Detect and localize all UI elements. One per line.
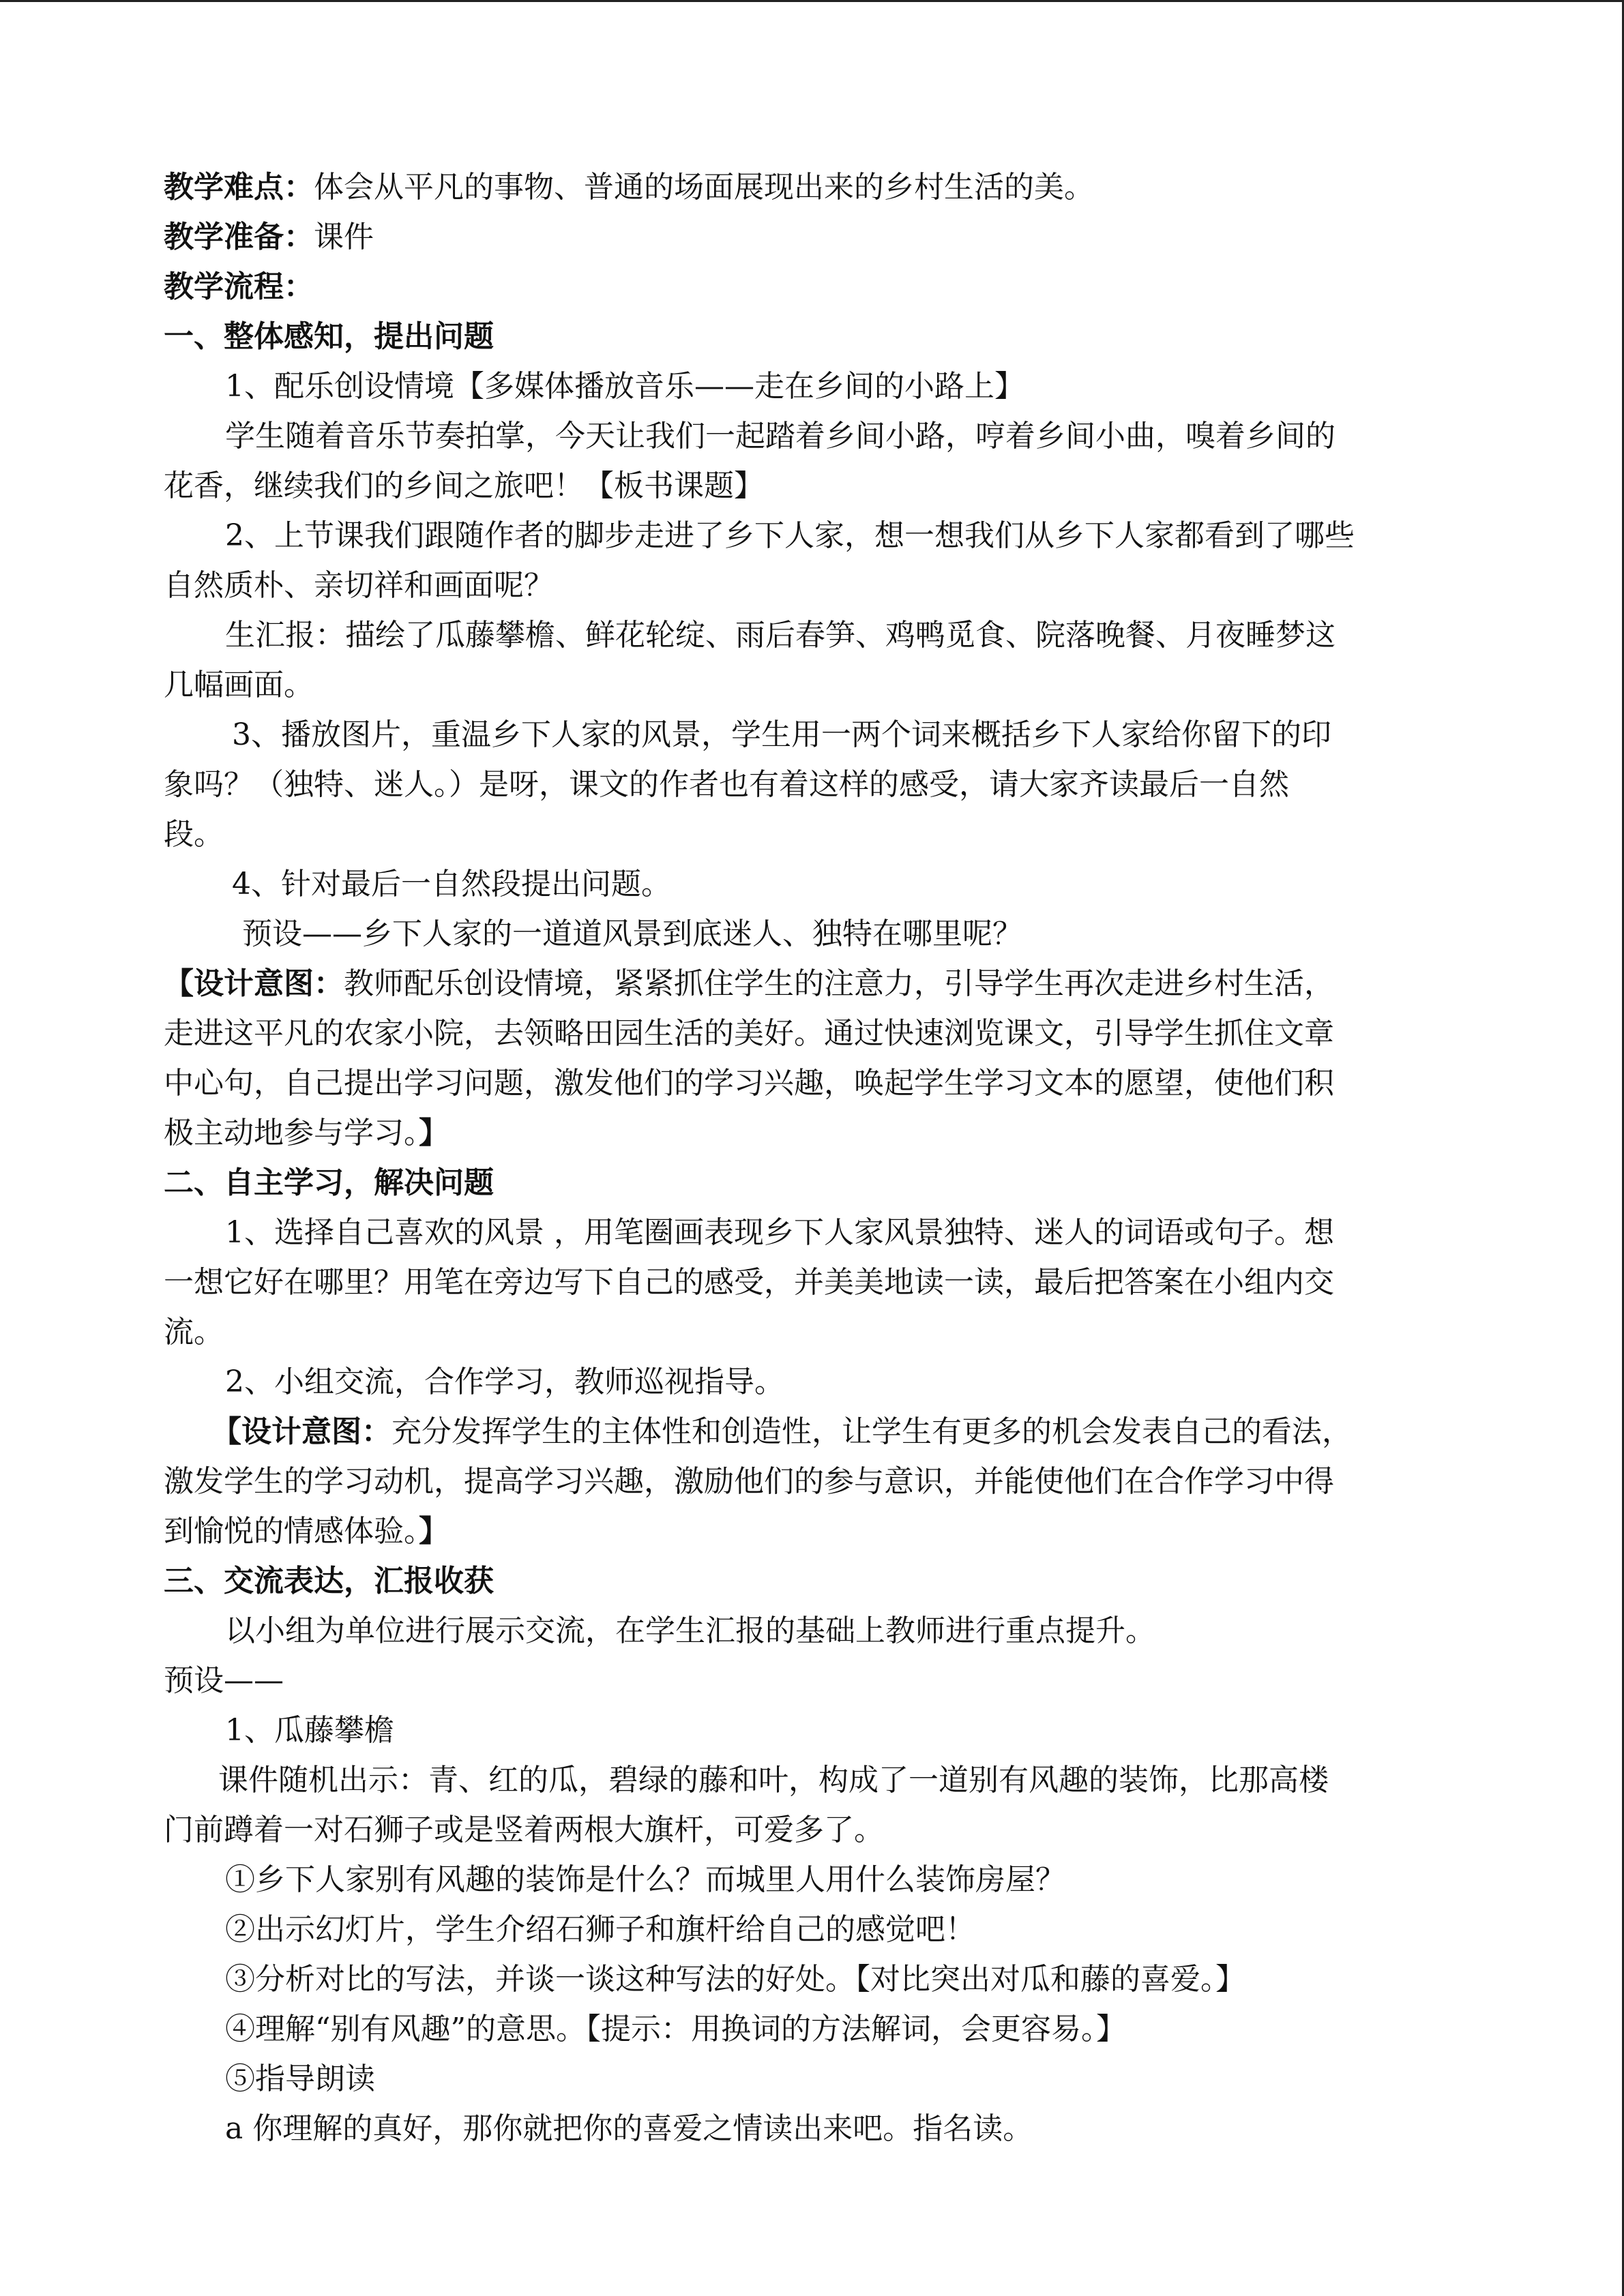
s3-paragraph-2: 预设——	[164, 1663, 284, 1698]
s3-paragraph-1: 以小组为单位进行展示交流，在学生汇报的基础上教师进行重点提升。	[225, 1613, 1155, 1648]
s3-question-5: ⑤指导朗读	[225, 2061, 375, 2096]
s1-paragraph-7: 预设——乡下人家的一道道风景到底迷人、独特在哪里呢？	[242, 916, 1022, 951]
s1-design-intent-end: 】	[419, 1116, 449, 1150]
s1-design-intent-line-3: 中心句，自己提出学习问题，激发他们的学习兴趣，唤起学生学习文本的愿望，使他们积	[164, 1066, 1334, 1101]
difficulty-text: 体会从平凡的事物、普通的场面展现出来的乡村生活的美。	[314, 170, 1094, 205]
s3-paragraph-3: 1、瓜藤攀檐	[225, 1713, 394, 1748]
section-1-title: 一、整体感知，提出问题	[164, 319, 494, 354]
s3-question-1: ①乡下人家别有风趣的装饰是什么？而城里人用什么装饰房屋？	[225, 1862, 1065, 1897]
s1-paragraph-1: 1、配乐创设情境【多媒体播放音乐——走在乡间的小路上】	[225, 369, 1024, 404]
s3-question-4: ④理解“别有风趣”的意思。【提示：用换词的方法解词，会更容易。】	[225, 2012, 1126, 2046]
s1-paragraph-4-line-2: 几幅画面。	[164, 668, 314, 702]
s2-design-intent-label: 【设计意图：	[211, 1414, 392, 1449]
s3-question-6: a 你理解的真好，那你就把你的喜爱之情读出来吧。指名读。	[225, 2111, 1033, 2146]
difficulty-line	[164, 162, 1460, 212]
s2-design-intent-line-1	[164, 1407, 1460, 1457]
s1-paragraph-2-line-1: 学生随着音乐节奏拍掌，今天让我们一起踏着乡间小路，哼着乡间小曲，嗅着乡间的	[225, 419, 1335, 453]
s3-paragraph-4-line-2: 门前蹲着一对石狮子或是竖着两根大旗杆，可爱多了。	[164, 1813, 884, 1847]
s2-design-intent-line-3	[164, 1506, 1460, 1556]
s2-design-intent-end: 】	[419, 1514, 449, 1549]
s1-paragraph-5-line-2: 象吗？（独特、迷人。）是呀，课文的作者也有着这样的感受，请大家齐读最后一自然	[164, 767, 1289, 802]
s1-design-intent-text-1: 教师配乐创设情境，紧紧抓住学生的注意力，引导学生再次走进乡村生活，	[344, 966, 1334, 1001]
page-border-top	[0, 0, 1624, 2]
s1-design-intent-line-4	[164, 1108, 1460, 1158]
document-body	[164, 162, 1460, 2153]
difficulty-label: 教学难点：	[164, 170, 314, 205]
prep-label: 教学准备：	[164, 220, 314, 254]
section-3-title: 三、交流表达，汇报收获	[164, 1564, 494, 1598]
s2-paragraph-1-line-1: 1、选择自己喜欢的风景 ，用笔圈画表现乡下人家风景独特、迷人的词语或句子。想	[225, 1215, 1334, 1250]
s2-paragraph-1-line-2: 一想它好在哪里？用笔在旁边写下自己的感受，并美美地读一读，最后把答案在小组内交	[164, 1265, 1334, 1300]
s1-design-intent-line-2: 走进这平凡的农家小院，去领略田园生活的美好。通过快速浏览课文，引导学生抓住文章	[164, 1016, 1334, 1051]
s1-design-intent-line-1	[164, 959, 1460, 1009]
s2-design-intent-text-3: 到愉悦的情感体验。	[164, 1514, 419, 1549]
s1-paragraph-5-line-1: 3、播放图片，重温乡下人家的风景，学生用一两个词来概括乡下人家给你留下的印	[232, 717, 1331, 752]
s1-paragraph-5-line-3: 段。	[164, 817, 224, 852]
s1-paragraph-2-line-2: 花香，继续我们的乡间之旅吧！【板书课题】	[164, 468, 764, 503]
s3-question-3: ③分析对比的写法，并谈一谈这种写法的好处。【对比突出对瓜和藤的喜爱。】	[225, 1962, 1245, 1997]
prep-line	[164, 212, 1460, 262]
prep-text: 课件	[314, 220, 374, 254]
s1-paragraph-3-line-1: 2、上节课我们跟随作者的脚步走进了乡下人家，想一想我们从乡下人家都看到了哪些	[225, 518, 1355, 553]
s1-paragraph-6: 4、针对最后一自然段提出问题。	[232, 867, 671, 901]
s3-question-2: ②出示幻灯片，学生介绍石狮子和旗杆给自己的感觉吧！	[225, 1912, 975, 1947]
s1-paragraph-3-line-2: 自然质朴、亲切祥和画面呢？	[164, 568, 554, 603]
s1-design-intent-label: 【设计意图：	[164, 966, 344, 1001]
flow-label: 教学流程：	[164, 269, 314, 304]
s2-design-intent-line-2: 激发学生的学习动机，提高学习兴趣，激励他们的参与意识，并能使他们在合作学习中得	[164, 1464, 1334, 1499]
s3-paragraph-4-line-1: 课件随机出示：青、红的瓜，碧绿的藤和叶，构成了一道别有风趣的装饰，比那高楼	[218, 1763, 1329, 1798]
section-2-title: 二、自主学习，解决问题	[164, 1165, 494, 1200]
s2-design-intent-text-1: 充分发挥学生的主体性和创造性，让学生有更多的机会发表自己的看法，	[392, 1414, 1352, 1449]
s2-paragraph-1-line-3: 流。	[164, 1315, 224, 1350]
s1-paragraph-4-line-1: 生汇报：描绘了瓜藤攀檐、鲜花轮绽、雨后春笋、鸡鸭觅食、院落晚餐、月夜睡梦这	[225, 618, 1335, 653]
s1-design-intent-text-4: 极主动地参与学习。	[164, 1116, 419, 1150]
s2-paragraph-2: 2、小组交流，合作学习，教师巡视指导。	[225, 1365, 784, 1399]
